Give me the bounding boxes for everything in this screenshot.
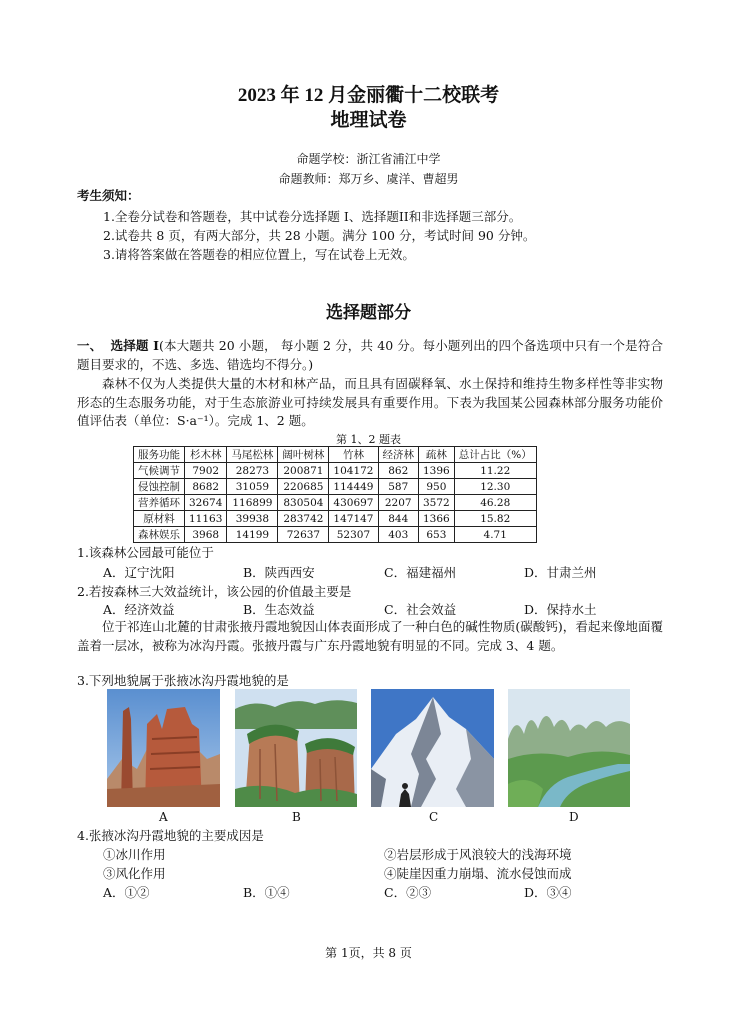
table-header-cell: 经济林 [378, 447, 419, 463]
table-cell: 844 [378, 511, 419, 527]
image-label-c: C [429, 810, 439, 824]
q4-option-b[interactable]: B．①④ [243, 885, 290, 900]
q4-option-d[interactable]: D．③④ [524, 885, 572, 900]
q2-option-d[interactable]: D．保持水土 [524, 602, 597, 617]
q4-statement: ③风化作用 [103, 866, 166, 881]
table-cell: 11163 [185, 511, 227, 527]
table-cell: 7902 [185, 463, 227, 479]
part1-text: (本大题共 20 小题， 每小题 2 分，共 40 分。每小题列出的四个备选项中只有一个是符合题目要求的，不选、多选、错选均不得分。) [77, 338, 663, 372]
forest-value-table [133, 446, 537, 543]
q1-option-a[interactable]: A．辽宁沈阳 [103, 565, 175, 580]
question-4-stem: 4.张掖冰沟丹霞地貌的主要成因是 [77, 828, 264, 843]
table-cell: 39938 [227, 511, 278, 527]
table-cell: 283742 [278, 511, 329, 527]
table-cell: 830504 [278, 495, 329, 511]
table-cell: 862 [378, 463, 419, 479]
q2-option-c[interactable]: C．社会效益 [384, 602, 457, 617]
table-header-cell: 杉木林 [185, 447, 227, 463]
table-header-cell: 总计占比（%） [454, 447, 536, 463]
table-header-cell: 疏林 [419, 447, 455, 463]
karst-river-photo[interactable] [508, 689, 630, 807]
table-header-row [134, 447, 537, 463]
q1-option-d[interactable]: D．甘肃兰州 [524, 565, 597, 580]
table-cell: 116899 [227, 495, 278, 511]
table-cell: 12.30 [454, 479, 536, 495]
table-cell: 3572 [419, 495, 455, 511]
table-cell: 430697 [329, 495, 378, 511]
q1-option-c[interactable]: C．福建福州 [384, 565, 457, 580]
snow-mountain-photo[interactable] [371, 689, 494, 807]
section-title: 选择题部分 [326, 303, 411, 323]
table-cell: 2207 [378, 495, 419, 511]
table-cell: 52307 [329, 527, 378, 543]
setter-school: 命题学校：浙江省浦江中学 [296, 152, 441, 166]
table-header-cell: 阔叶树林 [278, 447, 329, 463]
part1-label: 选择题 I [110, 338, 159, 353]
q1-option-b[interactable]: B．陕西西安 [243, 565, 315, 580]
image-label-a: A [159, 810, 168, 824]
table-cell: 653 [419, 527, 455, 543]
table-cell: 1366 [419, 511, 455, 527]
passage-forest: 森林不仅为人类提供大量的木材和林产品，而且具有固碳释氧、水土保持和维持生物多样性等非实物形态的生态服务功能，对于生态旅游业可持续发展具有重要作用。下表为我国某公园森林部分服务功能价值评估表（单位：S·a⁻¹）。完成 1、2 题。 [77, 376, 663, 428]
table-cell: 46.28 [454, 495, 536, 511]
q4-statement: ①冰川作用 [103, 847, 166, 862]
question-1-stem: 1.该森林公园最可能位于 [77, 545, 214, 560]
table-cell: 950 [419, 479, 455, 495]
table-cell: 587 [378, 479, 419, 495]
q2-option-a[interactable]: A．经济效益 [103, 602, 175, 617]
exam-subject: 地理试卷 [330, 109, 407, 131]
notice-item: 1.全卷分试卷和答题卷，其中试卷分选择题 I、选择题II和非选择题三部分。 [103, 209, 522, 224]
table-header-cell: 服务功能 [134, 447, 185, 463]
image-label-d: D [569, 810, 579, 824]
table-cell: 220685 [278, 479, 329, 495]
q4-option-c[interactable]: C．②③ [384, 885, 432, 900]
question-2-stem: 2.若按森林三大效益统计，该公园的价值最主要是 [77, 584, 352, 599]
table-cell: 森林娱乐 [134, 527, 185, 543]
table-row [134, 479, 537, 495]
image-label-b: B [292, 810, 301, 824]
part1-instructions [77, 337, 663, 374]
table-cell: 200871 [278, 463, 329, 479]
table-cell: 72637 [278, 527, 329, 543]
table-cell: 11.22 [454, 463, 536, 479]
green-topped-cliff-photo[interactable] [235, 689, 357, 807]
table-cell: 28273 [227, 463, 278, 479]
passage-danxia: 位于祁连山北麓的甘肃张掖丹霞地貌因山体表面形成了一种白色的碱性物质(碳酸钙)，看起来像地面覆盖着一层冰，被称为冰沟丹霞。张掖丹霞与广东丹霞地貌有明显的不同。完成 3、4 题。 [77, 619, 663, 653]
table-cell: 营养循环 [134, 495, 185, 511]
table-cell: 14199 [227, 527, 278, 543]
table-row [134, 527, 537, 543]
table-cell: 1396 [419, 463, 455, 479]
notice-item: 3.请将答案做在答题卷的相应位置上，写在试卷上无效。 [103, 247, 415, 262]
table-cell: 147147 [329, 511, 378, 527]
red-rock-pillar-photo[interactable] [107, 689, 220, 807]
table-cell: 气候调节 [134, 463, 185, 479]
table-cell: 原材料 [134, 511, 185, 527]
q4-option-a[interactable]: A．①② [103, 885, 150, 900]
question-3-stem: 3.下列地貌属于张掖冰沟丹霞地貌的是 [77, 673, 289, 688]
table-caption: 第 1、2 题表 [336, 433, 401, 446]
exam-title: 2023 年 12 月金丽衢十二校联考 [237, 85, 500, 106]
table-cell: 8682 [185, 479, 227, 495]
part1-number: 一、 [77, 338, 103, 353]
notice-heading: 考生须知： [77, 188, 140, 203]
page-footer: 第 1页，共 8 页 [325, 946, 412, 960]
table-cell: 104172 [329, 463, 378, 479]
table-row [134, 511, 537, 527]
table-row [134, 495, 537, 511]
q4-statement: ④陡崖因重力崩塌、流水侵蚀而成 [384, 866, 572, 881]
table-cell: 15.82 [454, 511, 536, 527]
q4-statement: ②岩层形成于风浪较大的浅海环境 [384, 847, 572, 862]
table-cell: 114449 [329, 479, 378, 495]
q2-option-b[interactable]: B．生态效益 [243, 602, 315, 617]
table-cell: 31059 [227, 479, 278, 495]
table-cell: 403 [378, 527, 419, 543]
table-header-cell: 竹林 [329, 447, 378, 463]
setter-teachers: 命题教师：郑万乡、虞洋、曹超男 [278, 172, 459, 186]
table-header-cell: 马尾松林 [227, 447, 278, 463]
table-cell: 32674 [185, 495, 227, 511]
table-cell: 4.71 [454, 527, 536, 543]
table-row [134, 463, 537, 479]
table-cell: 侵蚀控制 [134, 479, 185, 495]
table-cell: 3968 [185, 527, 227, 543]
notice-item: 2.试卷共 8 页，有两大部分，共 28 小题。满分 100 分，考试时间 90 分钟。 [103, 228, 536, 243]
